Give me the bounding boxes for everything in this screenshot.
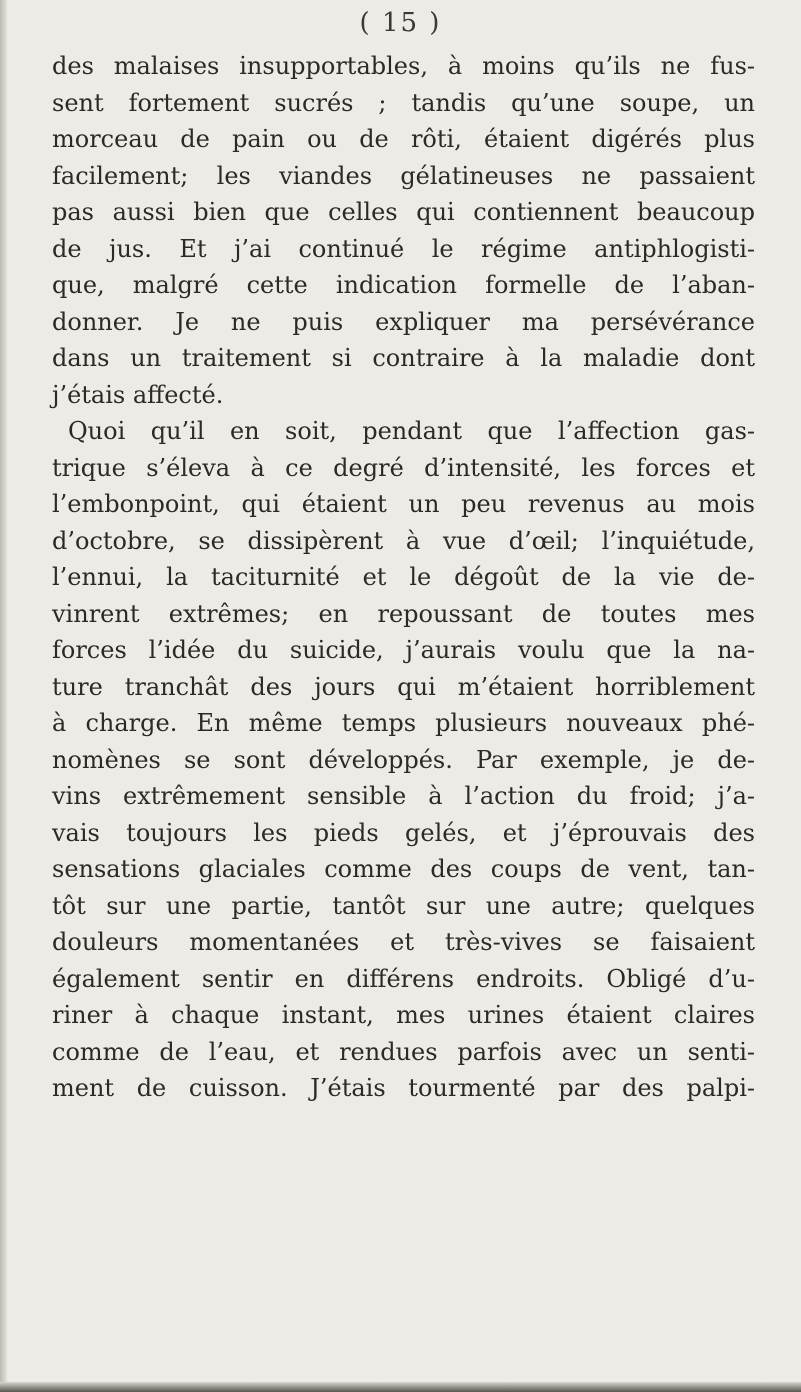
text-line: sensations glaciales comme des coups de vent, tan- — [52, 855, 755, 883]
text-line: également sentir en différens endroits. Obligé d’u- — [52, 964, 755, 993]
text-line: l’embonpoint, qui étaient un peu revenus au mois — [52, 490, 755, 518]
text-line: trique s’éleva à ce degré d’intensité, les forces et — [52, 453, 755, 482]
page-left-edge — [0, 0, 7, 1392]
text-line: sent fortement sucrés ; tandis qu’une soupe, un — [52, 88, 755, 117]
text-line: des malaises insupportables, à moins qu’ils ne fus- — [52, 52, 755, 80]
text-line: nomènes se sont développés. Par exemple, je de- — [52, 745, 755, 774]
text-line: comme de l’eau, et rendues parfois avec un senti- — [52, 1037, 755, 1066]
text-line: tôt sur une partie, tantôt sur une autre; quelques — [52, 891, 755, 920]
text-line: que, malgré cette indication formelle de l’aban- — [52, 271, 755, 299]
page-bottom-edge — [0, 1382, 801, 1392]
text-line: vins extrêmement sensible à l’action du froid; j’a- — [52, 782, 755, 810]
text-line: facilement; les viandes gélatineuses ne passaient — [52, 161, 755, 190]
text-line: ment de cuisson. J’étais tourmenté par des palpi- — [52, 1074, 755, 1102]
text-line: à charge. En même temps plusieurs nouveaux phé- — [52, 709, 755, 737]
text-line: donner. Je ne puis expliquer ma persévérance — [52, 307, 755, 336]
text-line: ture tranchât des jours qui m’étaient horriblement — [52, 672, 755, 701]
page-number: ( 15 ) — [359, 8, 442, 38]
text-line: l’ennui, la taciturnité et le dégoût de la vie de- — [52, 563, 755, 591]
text-line: j’étais affecté. — [52, 380, 224, 409]
text-line: douleurs momentanées et très-vives se faisaient — [52, 928, 755, 956]
text-line: dans un traitement si contraire à la maladie dont — [52, 344, 755, 372]
text-line: morceau de pain ou de rôti, étaient digérés plus — [52, 125, 755, 153]
text-line: Quoi qu’il en soit, pendant que l’affection gas- — [68, 417, 755, 445]
body-text — [52, 48, 755, 1107]
text-line: forces l’idée du suicide, j’aurais voulu que la na- — [52, 636, 755, 664]
text-line: vais toujours les pieds gelés, et j’éprouvais des — [52, 818, 755, 847]
text-line: de jus. Et j’ai continué le régime antiphlogisti- — [52, 234, 755, 263]
text-line: vinrent extrêmes; en repoussant de toutes mes — [52, 599, 755, 628]
text-line: d’octobre, se dissipèrent à vue d’œil; l’inquiétude, — [52, 526, 755, 555]
text-line: riner à chaque instant, mes urines étaient claires — [52, 1001, 755, 1029]
text-line: pas aussi bien que celles qui contiennent beaucoup — [52, 198, 755, 226]
